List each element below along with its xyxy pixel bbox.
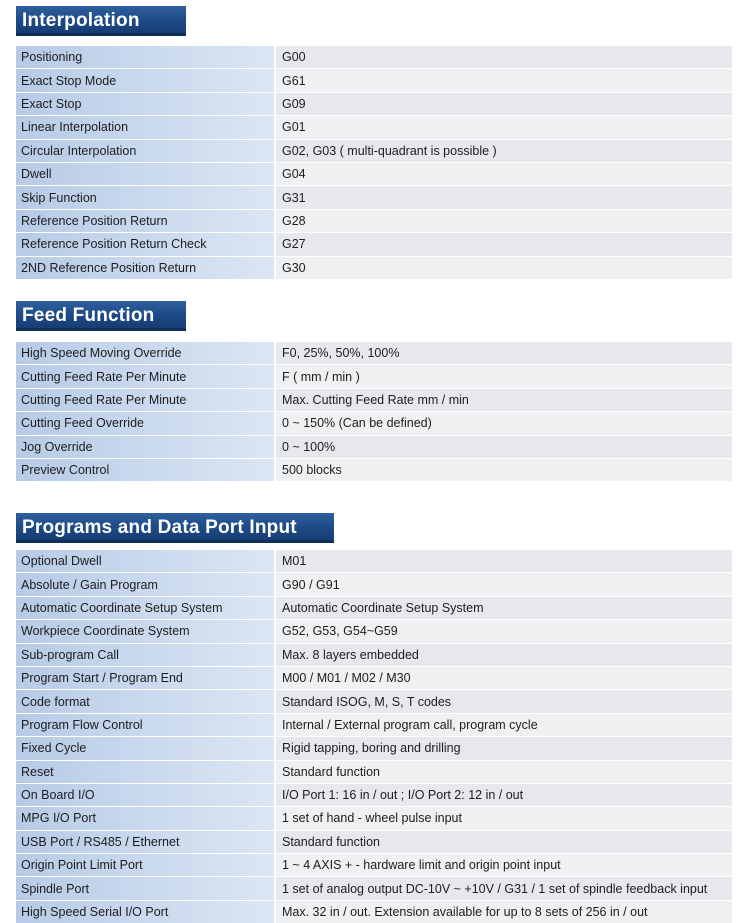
spec-value: G09 bbox=[275, 92, 732, 115]
spec-value: M00 / M01 / M02 / M30 bbox=[275, 666, 732, 689]
spec-value: G28 bbox=[275, 209, 732, 232]
table-row bbox=[16, 209, 732, 232]
spec-value: 500 blocks bbox=[275, 458, 732, 481]
spec-label: Linear Interpolation bbox=[16, 116, 275, 139]
spec-value: Max. 32 in / out. Extension available for up to 8 sets of 256 in / out bbox=[275, 900, 732, 923]
spec-label: Optional Dwell bbox=[16, 550, 275, 573]
spec-label: Exact Stop Mode bbox=[16, 69, 275, 92]
spec-value: Standard function bbox=[275, 760, 732, 783]
spec-value: G90 / G91 bbox=[275, 573, 732, 596]
table-row bbox=[16, 830, 732, 853]
section-programs-data-port bbox=[16, 513, 732, 923]
spec-label: Fixed Cycle bbox=[16, 737, 275, 760]
spec-label: High Speed Moving Override bbox=[16, 342, 275, 365]
spec-label: Cutting Feed Rate Per Minute bbox=[16, 388, 275, 411]
spec-label: Automatic Coordinate Setup System bbox=[16, 596, 275, 619]
spec-value: M01 bbox=[275, 550, 732, 573]
table-row bbox=[16, 435, 732, 458]
spec-label: Absolute / Gain Program bbox=[16, 573, 275, 596]
spec-label: Cutting Feed Rate Per Minute bbox=[16, 365, 275, 388]
spec-table-programs-data-port bbox=[16, 549, 732, 923]
table-row bbox=[16, 186, 732, 209]
spec-value: 1 set of analog output DC-10V ~ +10V / G31 / 1 set of spindle feedback input bbox=[275, 877, 732, 900]
spec-label: 2ND Reference Position Return bbox=[16, 256, 275, 279]
table-row bbox=[16, 92, 732, 115]
spec-value: Max. 8 layers embedded bbox=[275, 643, 732, 666]
table-row bbox=[16, 643, 732, 666]
spec-value: Standard function bbox=[275, 830, 732, 853]
table-row bbox=[16, 412, 732, 435]
spec-value: G01 bbox=[275, 116, 732, 139]
spec-value: G02, G03 ( multi-quadrant is possible ) bbox=[275, 139, 732, 162]
spec-table-feed-function bbox=[16, 341, 732, 481]
spec-value: 1 ~ 4 AXIS + - hardware limit and origin point input bbox=[275, 854, 732, 877]
section-feed-function bbox=[16, 301, 732, 481]
table-row bbox=[16, 854, 732, 877]
spec-value: Max. Cutting Feed Rate mm / min bbox=[275, 388, 732, 411]
spec-label: Circular Interpolation bbox=[16, 139, 275, 162]
table-row bbox=[16, 46, 732, 69]
table-row bbox=[16, 342, 732, 365]
spec-label: Preview Control bbox=[16, 458, 275, 481]
table-row bbox=[16, 550, 732, 573]
table-row bbox=[16, 666, 732, 689]
table-row bbox=[16, 69, 732, 92]
spec-label: Spindle Port bbox=[16, 877, 275, 900]
spec-label: USB Port / RS485 / Ethernet bbox=[16, 830, 275, 853]
spec-label: Jog Override bbox=[16, 435, 275, 458]
spec-label: Skip Function bbox=[16, 186, 275, 209]
spec-label: High Speed Serial I/O Port bbox=[16, 900, 275, 923]
spec-value: 0 ~ 100% bbox=[275, 435, 732, 458]
spec-value: G04 bbox=[275, 162, 732, 185]
table-row bbox=[16, 807, 732, 830]
spec-value: G27 bbox=[275, 233, 732, 256]
spec-label: Exact Stop bbox=[16, 92, 275, 115]
spec-label: Reset bbox=[16, 760, 275, 783]
spec-value: F0, 25%, 50%, 100% bbox=[275, 342, 732, 365]
spec-value: I/O Port 1: 16 in / out ; I/O Port 2: 12 in / out bbox=[275, 783, 732, 806]
table-row bbox=[16, 139, 732, 162]
spec-label: Workpiece Coordinate System bbox=[16, 620, 275, 643]
table-row bbox=[16, 783, 732, 806]
section-heading-interpolation: Interpolation bbox=[16, 6, 186, 36]
table-row bbox=[16, 233, 732, 256]
spec-value: G52, G53, G54~G59 bbox=[275, 620, 732, 643]
spec-label: Reference Position Return Check bbox=[16, 233, 275, 256]
table-row bbox=[16, 388, 732, 411]
spec-value: Rigid tapping, boring and drilling bbox=[275, 737, 732, 760]
spec-value: 1 set of hand - wheel pulse input bbox=[275, 807, 732, 830]
table-row bbox=[16, 365, 732, 388]
table-row bbox=[16, 458, 732, 481]
spec-value: F ( mm / min ) bbox=[275, 365, 732, 388]
table-row bbox=[16, 737, 732, 760]
spec-table-interpolation bbox=[16, 45, 732, 279]
spec-value: G31 bbox=[275, 186, 732, 209]
section-heading-feed-function: Feed Function bbox=[16, 301, 186, 331]
spec-label: Dwell bbox=[16, 162, 275, 185]
spec-value: 0 ~ 150% (Can be defined) bbox=[275, 412, 732, 435]
section-heading-programs-data-port: Programs and Data Port Input bbox=[16, 513, 334, 543]
table-row bbox=[16, 116, 732, 139]
spec-label: Cutting Feed Override bbox=[16, 412, 275, 435]
table-row bbox=[16, 900, 732, 923]
spec-value: Automatic Coordinate Setup System bbox=[275, 596, 732, 619]
spec-label: Program Start / Program End bbox=[16, 666, 275, 689]
spec-label: Sub-program Call bbox=[16, 643, 275, 666]
spec-label: Program Flow Control bbox=[16, 713, 275, 736]
spec-label: Origin Point Limit Port bbox=[16, 854, 275, 877]
spec-value: G61 bbox=[275, 69, 732, 92]
spec-value: G00 bbox=[275, 46, 732, 69]
spec-label: MPG I/O Port bbox=[16, 807, 275, 830]
table-row bbox=[16, 620, 732, 643]
table-row bbox=[16, 877, 732, 900]
table-row bbox=[16, 596, 732, 619]
table-row bbox=[16, 713, 732, 736]
spec-value: Internal / External program call, program cycle bbox=[275, 713, 732, 736]
table-row bbox=[16, 690, 732, 713]
spec-value: Standard ISOG, M, S, T codes bbox=[275, 690, 732, 713]
spec-label: Positioning bbox=[16, 46, 275, 69]
table-row bbox=[16, 162, 732, 185]
spec-value: G30 bbox=[275, 256, 732, 279]
spec-label: Reference Position Return bbox=[16, 209, 275, 232]
spec-label: On Board I/O bbox=[16, 783, 275, 806]
section-interpolation bbox=[16, 6, 732, 279]
spec-label: Code format bbox=[16, 690, 275, 713]
table-row bbox=[16, 573, 732, 596]
table-row bbox=[16, 256, 732, 279]
table-row bbox=[16, 760, 732, 783]
